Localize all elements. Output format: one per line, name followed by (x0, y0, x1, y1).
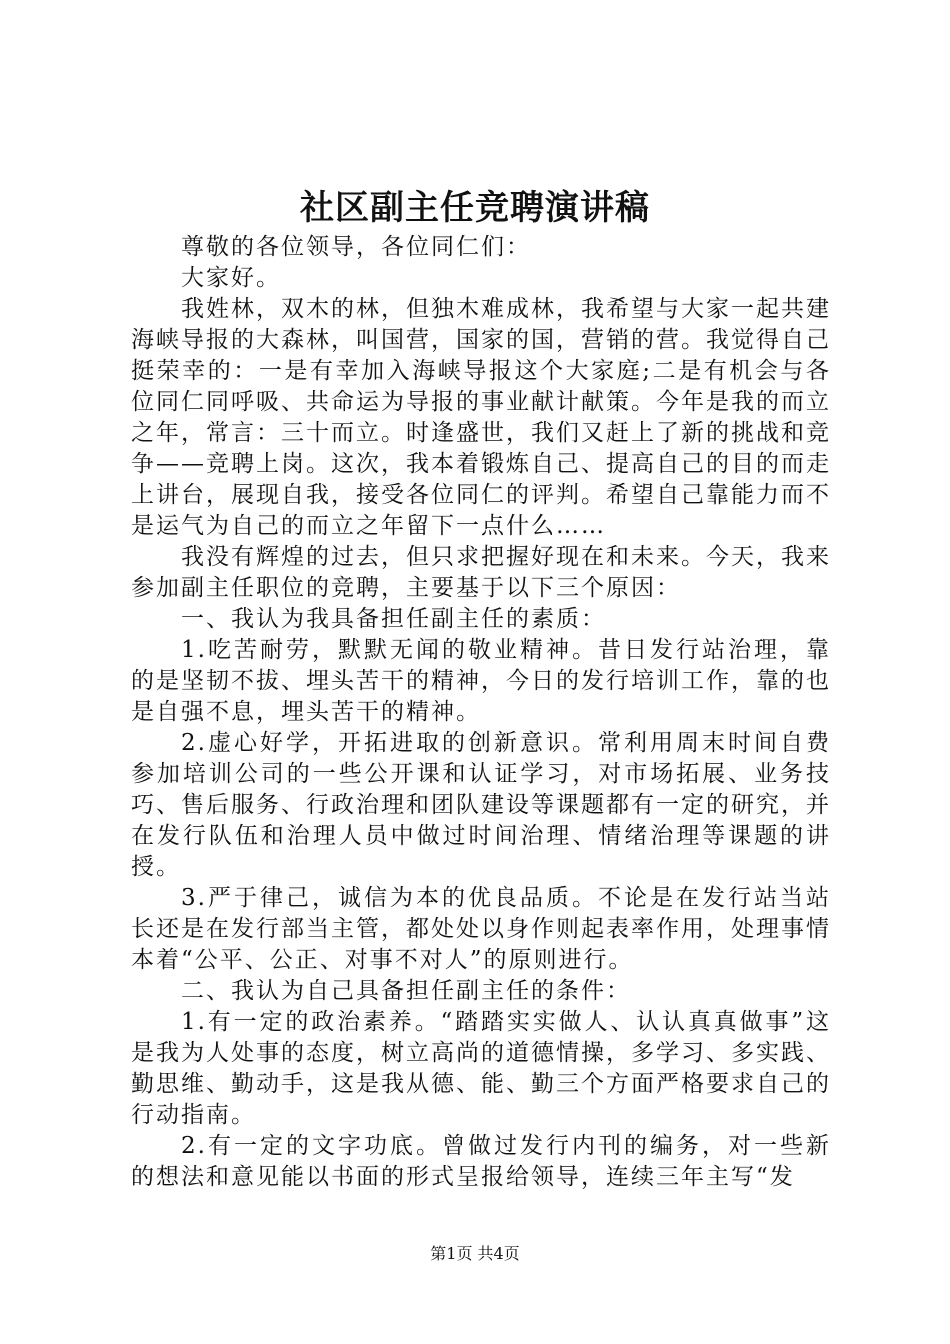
paragraph-point-1-3: 3.严于律己，诚信为本的优良品质。不论是在发行站当站长还是在发行部当主管，都处处以身作则起表率作用，处理事情本着“公平、公正、对事不对人”的原则进行。 (131, 885, 831, 973)
paragraph-introduction: 我姓林，双木的林，但独木难成林，我希望与大家一起共建海峡导报的大森林，叫国营，国家的国，营销的营。我觉得自己挺荣幸的：一是有幸加入海峡导报这个大家庭;二是有机会与各位同仁同呼吸、共命运为导报的事业献计献策。今年是我的而立之年，常言：三十而立。时逢盛世，我们又赶上了新的挑战和竞争——竞聘上岗。这次，我本着锻炼自己、提高自己的目的而走上讲台，展现自我，接受各位同仁的评判。希望自己靠能力而不是运气为自己的而立之年留下一点什么…… (131, 296, 831, 539)
paragraph-point-2-2: 2.有一定的文字功底。曾做过发行内刊的编务，对一些新的想法和意见能以书面的形式呈报给领导，连续三年主写“发 (131, 1133, 831, 1190)
document-body (131, 232, 831, 1193)
paragraph-point-2-1: 1.有一定的政治素养。“踏踏实实做人、认认真真做事”这是我为人处事的态度，树立高尚的道德情操，多学习、多实践、勤思维、勤动手，这是我从德、能、勤三个方面严格要求自己的行动指南。 (131, 1009, 831, 1128)
paragraph-point-1-1: 1.吃苦耐劳，默默无闻的敬业精神。昔日发行站治理，靠的是坚韧不拔、埋头苦干的精神，今日的发行培训工作，靠的也是自强不息，埋头苦干的精神。 (131, 637, 831, 725)
paragraph-greeting: 大家好。 (181, 265, 281, 291)
page-footer: 第1页 共4页 (430, 1244, 520, 1263)
paragraph-section-one-heading: 一、我认为我具备担任副主任的素质： (181, 606, 606, 632)
paragraph-section-two-heading: 二、我认为自己具备担任副主任的条件： (181, 978, 631, 1004)
paragraph-salutation: 尊敬的各位领导，各位同仁们： (181, 234, 531, 260)
paragraph-reasons-intro: 我没有辉煌的过去，但只求把握好现在和未来。今天，我来参加副主任职位的竞聘，主要基于以下三个原因： (131, 544, 831, 601)
document-title: 社区副主任竞聘演讲稿 (300, 188, 650, 228)
paragraph-point-1-2: 2.虚心好学，开拓进取的创新意识。常利用周末时间自费参加培训公司的一些公开课和认证学习，对市场拓展、业务技巧、售后服务、行政治理和团队建设等课题都有一定的研究，并在发行队伍和治理人员中做过时间治理、情绪治理等课题的讲授。 (131, 730, 831, 880)
